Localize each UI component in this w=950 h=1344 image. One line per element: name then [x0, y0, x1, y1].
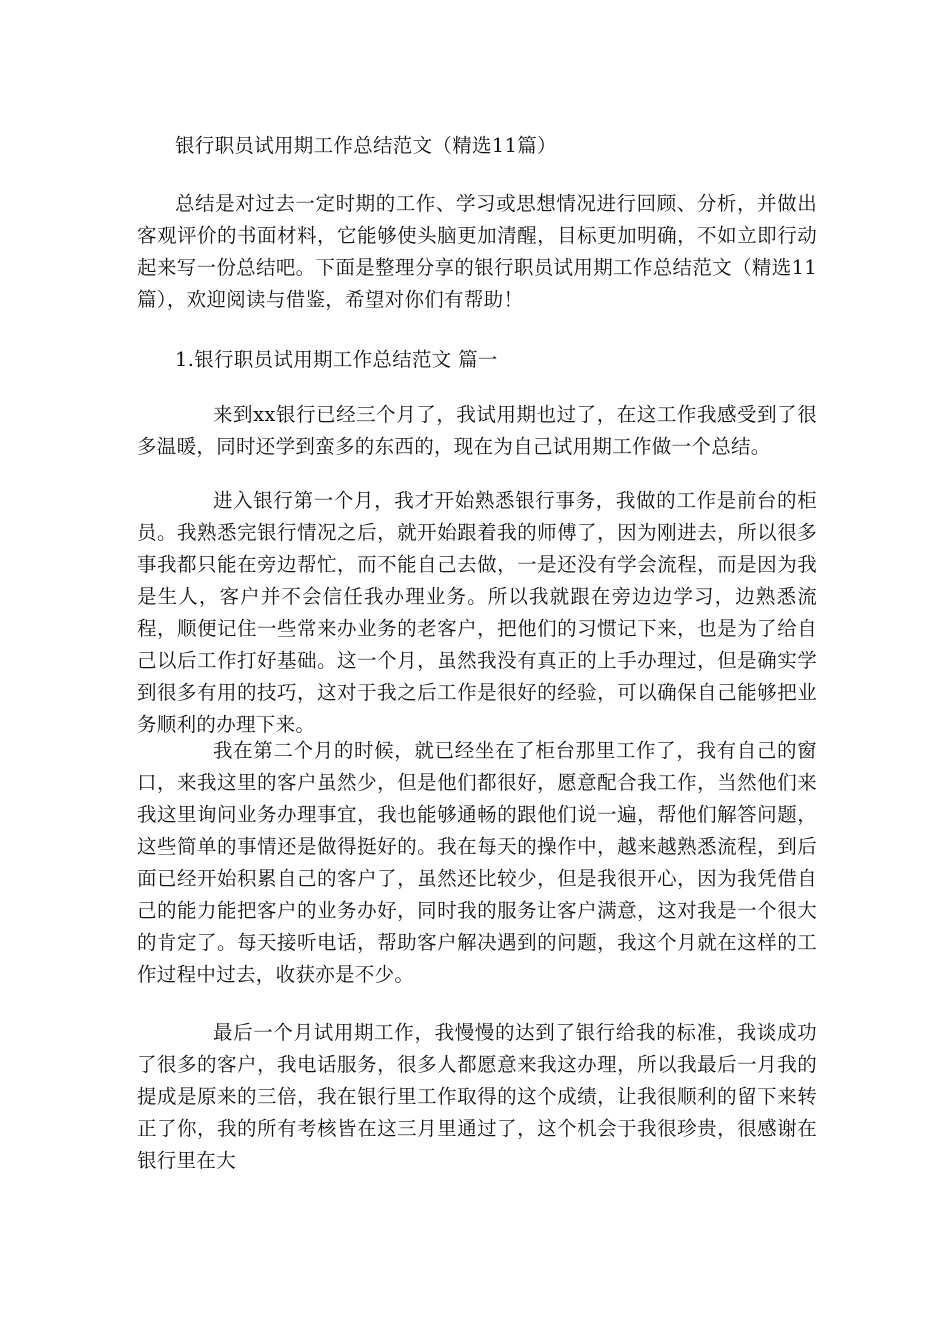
- body-paragraph: 我在第二个月的时候，就已经坐在了柜台那里工作了，我有自己的窗口，来我这里的客户虽然少，但是他们都很好，愿意配合我工作，当然他们来我这里询问业务办理事宜，我也能够通畅的跟他们说一遍，帮他们解答问题，这些简单的事情还是做得挺好的。我在每天的操作中，越来越熟悉流程，到后面已经开始积累自己的客户了，虽然还比较少，但是我很开心，因为我凭借自己的能力能把客户的业务办好，同时我的服务让客户满意，这对我是一个很大的肯定了。每天接听电话，帮助客户解决遇到的问题，我这个月就在这样的工作过程中过去，收获亦是不少。: [137, 739, 817, 986]
- section-heading: 1.银行职员试用期工作总结范文 篇一: [175, 348, 498, 371]
- body-paragraph: 进入银行第一个月，我才开始熟悉银行事务，我做的工作是前台的柜员。我熟悉完银行情况之后，就开始跟着我的师傅了，因为刚进去，所以很多事我都只能在旁边帮忙，而不能自己去做，一是还没有学会流程，而是因为我是生人，客户并不会信任我办理业务。所以我就跟在旁边边学习，边熟悉流程，顺便记住一些常来办业务的老客户，把他们的习惯记下来，也是为了给自己以后工作打好基础。这一个月，虽然我没有真正的上手办理过，但是确实学到很多有用的技巧，这对于我之后工作是很好的经验，可以确保自己能够把业务顺利的办理下来。: [137, 489, 817, 736]
- body-paragraph: 最后一个月试用期工作，我慢慢的达到了银行给我的标准，我谈成功了很多的客户，我电话服务，很多人都愿意来我这办理，所以我最后一月我的提成是原来的三倍，我在银行里工作取得的这个成绩，让我很顺利的留下来转正了你，我的所有考核皆在这三月里通过了，这个机会于我很珍贵，很感谢在银行里在大: [137, 1021, 817, 1172]
- body-paragraph: 来到xx银行已经三个月了，我试用期也过了，在这工作我感受到了很多温暖，同时还学到蛮多的东西的，现在为自己试用期工作做一个总结。: [137, 403, 817, 458]
- intro-paragraph: 总结是对过去一定时期的工作、学习或思想情况进行回顾、分析，并做出客观评价的书面材料，它能够使头脑更加清醒，目标更加明确，不如立即行动起来写一份总结吧。下面是整理分享的银行职员试用期工作总结范文（精选11篇），欢迎阅读与借鉴，希望对你们有帮助！: [137, 192, 817, 311]
- document-title: 银行职员试用期工作总结范文（精选11篇）: [175, 134, 557, 157]
